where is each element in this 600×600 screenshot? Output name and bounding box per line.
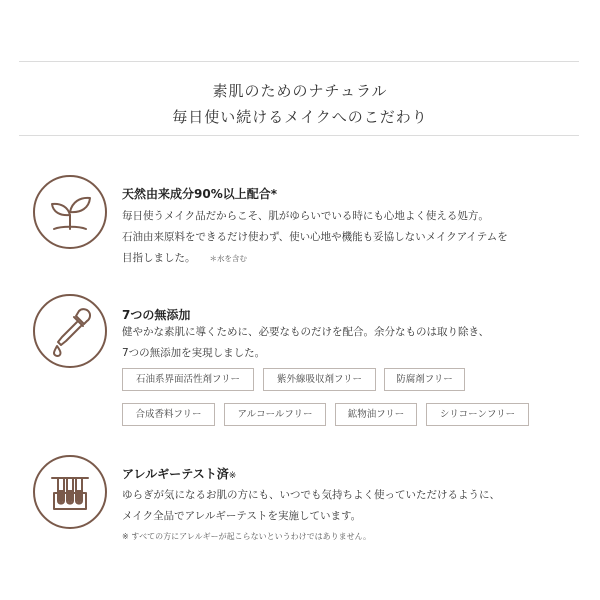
body-line: 毎日使うメイク品だからこそ、肌がゆらいでいる時にも心地よく使える処方。 [122,210,489,222]
title-asterisk: ※ [228,471,237,481]
body-line: 7つの無添加を実現しました。 [122,347,266,359]
body-line: メイク全品でアレルギーテストを実施しています。 [122,510,362,522]
allergy-footnote: ※ すべての方にアレルギーが起こらないというわけではありません。 [122,532,372,541]
tag-mineral-oil-free: 鉱物油フリー [335,403,417,426]
heading-line-1: 素肌のためのナチュラル [212,82,388,100]
section-title-allergy-tested [122,465,236,482]
page-heading [0,78,600,130]
top-divider [19,61,579,62]
section-body-allergy-tested [122,485,500,527]
heading-line-2: 毎日使い続けるメイクへのこだわり [172,108,428,126]
section-title-additive-free: 7つの無添加 [122,308,191,322]
body-line: ゆらぎが気になるお肌の方にも、いつでも気持ちよく使っていただけるように、 [122,489,500,501]
tag-alcohol-free: アルコールフリー [224,403,326,426]
section-body-natural [122,206,508,269]
tag-synthetic-fragrance-free: 合成香料フリー [122,403,215,426]
dropper-icon [33,294,107,368]
body-line: 健やかな素肌に導くために、必要なものだけを配合。余分なものは取り除き、 [122,326,490,338]
body-line: 目指しました。 [122,252,196,264]
water-note: ＊水を含む [209,254,247,263]
heading-divider [19,135,579,136]
body-line-with-note [122,248,508,269]
tag-petroleum-surfactant-free: 石油系界面活性剤フリー [122,368,254,391]
tag-uv-absorber-free: 紫外線吸収剤フリー [263,368,376,391]
tag-silicone-free: シリコーンフリー [426,403,529,426]
section-body-additive-free [122,322,489,364]
section-title-text: アレルギーテスト済 [122,467,229,481]
body-line: 石油由来原料をできるだけ使わず、使い心地や機能も妥協しないメイクアイテムを [122,231,508,243]
tag-preservative-free: 防腐剤フリー [384,368,465,391]
leaf-sprout-icon [33,175,107,249]
section-title-natural: 天然由来成分90%以上配合* [122,187,277,201]
test-tubes-icon [33,455,107,529]
